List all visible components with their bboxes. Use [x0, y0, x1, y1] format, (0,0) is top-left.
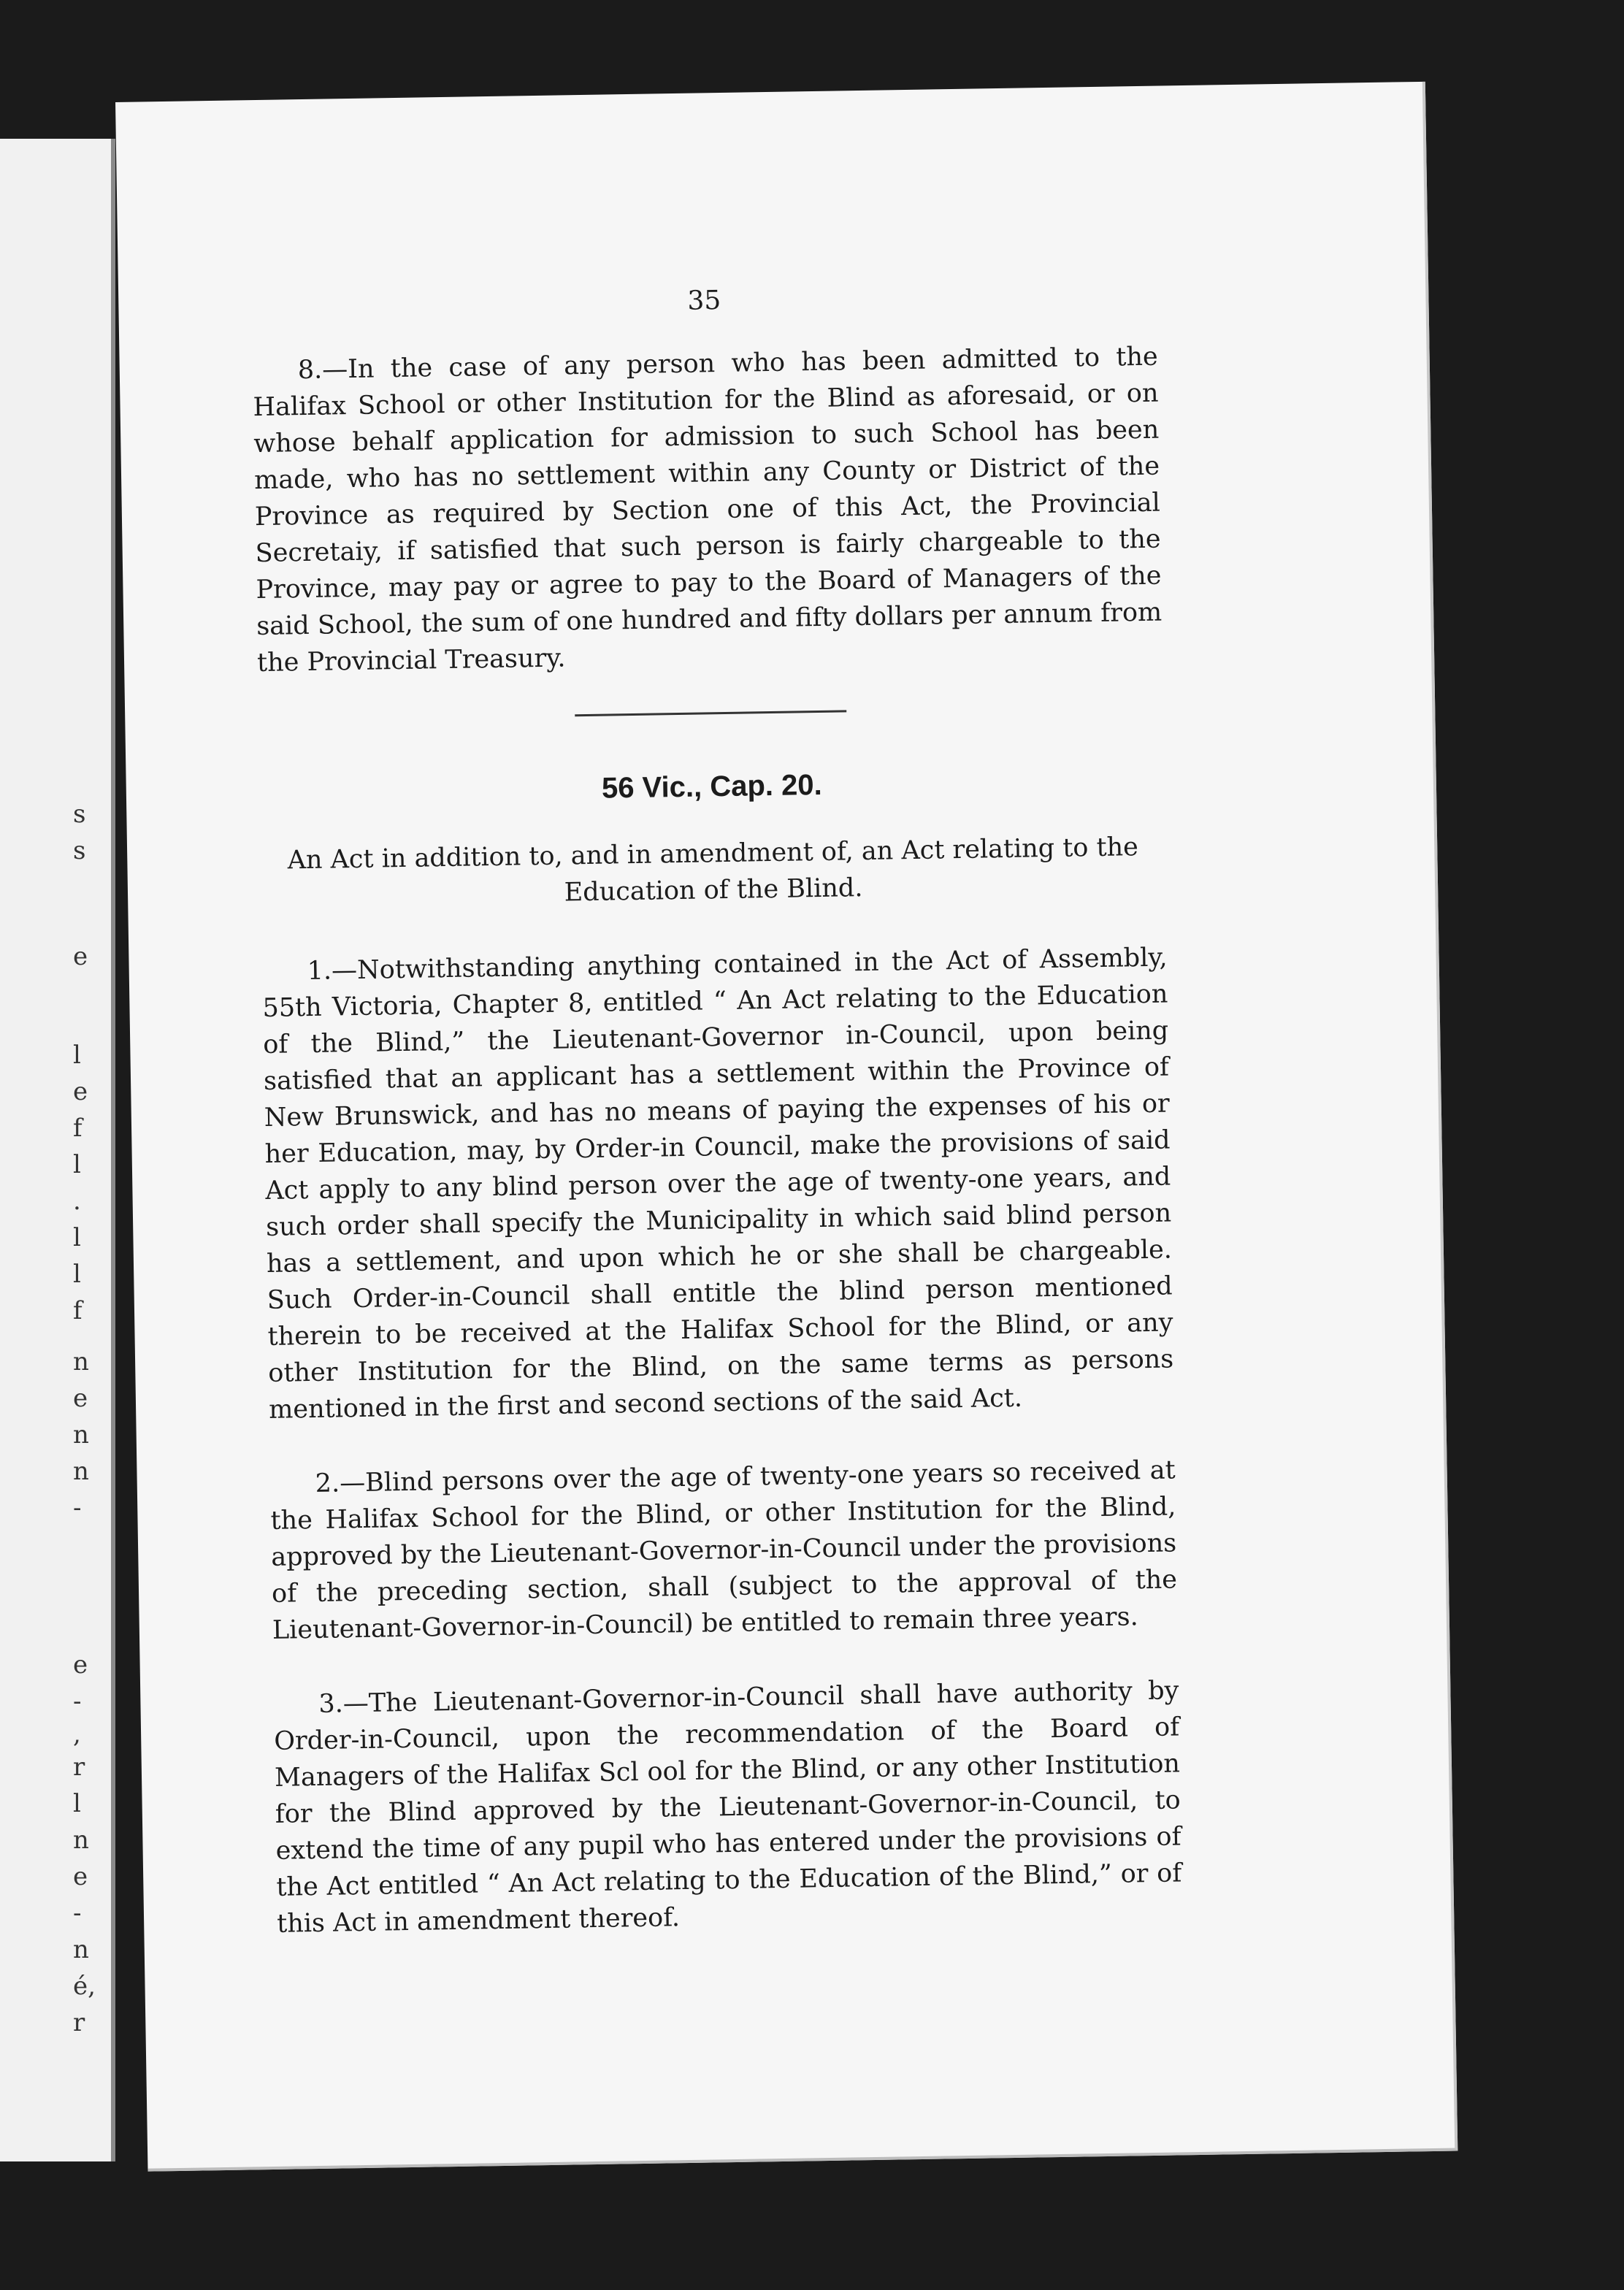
facing-page-left	[0, 139, 115, 2161]
margin-char: e	[73, 1650, 88, 1680]
margin-char: l	[73, 1041, 81, 1070]
margin-char: l	[73, 1260, 81, 1289]
margin-char: -	[73, 1493, 82, 1523]
margin-char: e	[73, 1862, 88, 1891]
section-divider	[575, 710, 846, 716]
margin-char: r	[73, 2008, 85, 2037]
document-page	[115, 82, 1458, 2172]
margin-char: e	[73, 942, 88, 971]
page-content	[251, 276, 1183, 1980]
margin-char: l	[73, 1223, 81, 1252]
section-1-paragraph: 1.—Notwithstanding anything contained in the Act of Assembly, 55th Victoria, Chapter 8, entitled “ An Act relating to the Education of the Blind,” the Lieutenant-Governor in-Council, upon being satisfied that an applicant has a settlement within the Province of New Brunswick, and has no means of paying the expenses of his or her Education, may, by Order-in Council, make the provisions of said Act apply to any blind person over the age of twenty-one years, and such order shall specify the Municipality in which said blind person has a settlement, and upon which he or she shall be chargeable. Such Order-in-Council shall entitle the blind person mentioned therein to be received at the Halifax School for the Blind, or any other Institution for the Blind, on the same terms as persons mentioned in the first and second sections of the said Act.	[262, 943, 1174, 1425]
margin-char: é,	[73, 1972, 96, 2001]
act-title: An Act in addition to, and in amendment of, an Act relating to the Education of the Blind.	[287, 832, 1139, 908]
margin-char: r	[73, 1753, 85, 1782]
section-2-paragraph: 2.—Blind persons over the age of twenty-one years so received at the Halifax School for the Blind, or other Institution for the Blind, approved by the Lieutenant-Governor-in-Council under the provisions of the preceding section, shall (subject to the approval of the Lieutenant-Governor-in-Council) be entitled to remain three years.	[270, 1455, 1178, 1645]
margin-char: n	[73, 1826, 89, 1855]
margin-char: -	[73, 1899, 82, 1928]
margin-char: n	[73, 1347, 89, 1376]
margin-char: n	[73, 1935, 89, 1964]
margin-char: l	[73, 1150, 81, 1179]
section-3-paragraph: 3.—The Lieutenant-Governor-in-Council shall have authority by Order-in-Council, upon the recommendation of the Board of Managers of the Halifax Scl ool for the Blind, or any other Institution for the Blind approved by the Lieutenant-Governor-in-Council, to extend the time of any pupil who has entered under the provisions of the Act entitled “ An Act relating to the Education of the Blind,” or of this Act in amendment thereof.	[273, 1676, 1182, 1939]
margin-char: n	[73, 1420, 89, 1450]
margin-char: ,	[73, 1720, 81, 1749]
page-number: 35	[687, 286, 721, 316]
margin-char: .	[73, 1187, 81, 1216]
act-heading: 56 Vic., Cap. 20.	[601, 768, 822, 805]
margin-char: n	[73, 1457, 89, 1486]
margin-char: f	[73, 1296, 83, 1325]
margin-char: s	[73, 836, 86, 865]
margin-char: s	[73, 800, 86, 829]
margin-char: e	[73, 1384, 88, 1413]
margin-char: f	[73, 1114, 83, 1143]
margin-char: l	[73, 1789, 81, 1818]
section-8-paragraph: 8.—In the case of any person who has been admitted to the Halifax School or other Institution for the Blind as aforesaid, or on whose behalf application for admission to such School has been made, who has no settlement within any County or District of the Province as required by Section one of this Act, the Provincial Secretaiy, if satisfied that such person is fairly chargeable to the Province, may pay or agree to pay to the Board of Managers of the said School, the sum of one hundred and fifty dollars per annum from the Provincial Treasury.	[253, 342, 1163, 678]
margin-char: -	[73, 1687, 82, 1716]
margin-char: e	[73, 1077, 88, 1106]
